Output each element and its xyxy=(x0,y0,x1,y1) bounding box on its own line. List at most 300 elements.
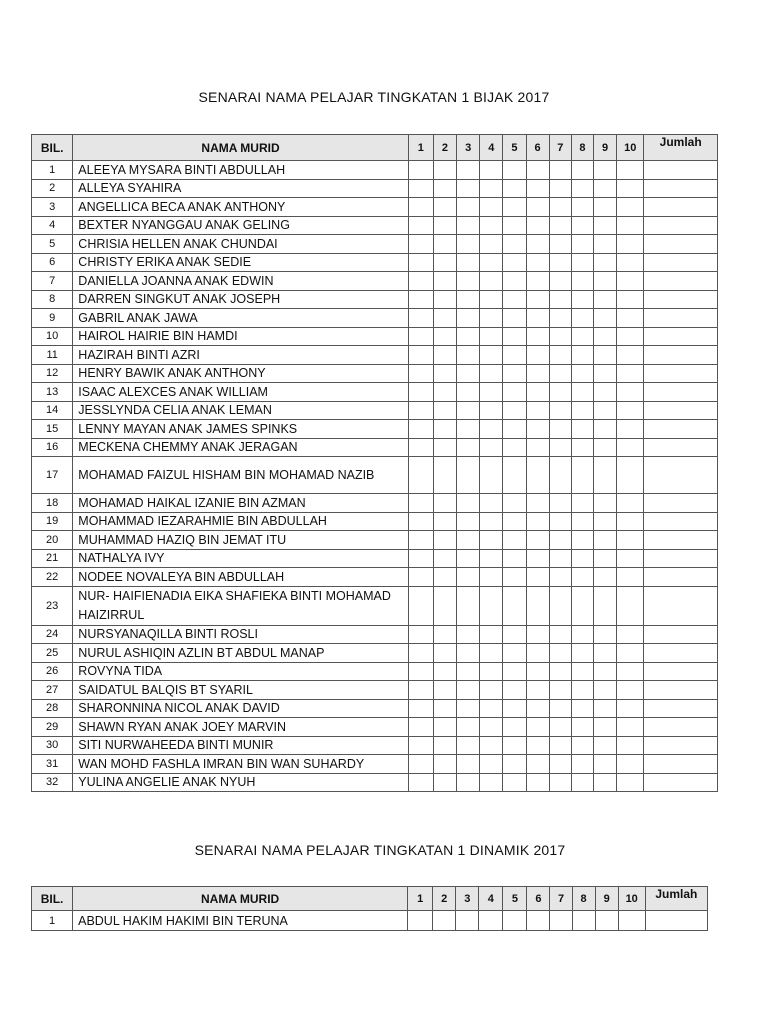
jumlah-cell xyxy=(644,272,718,291)
jumlah-cell xyxy=(644,681,718,700)
score-cell xyxy=(433,494,456,513)
score-cell xyxy=(594,586,617,625)
score-cell xyxy=(503,253,526,272)
jumlah-cell xyxy=(644,644,718,663)
score-cell xyxy=(594,755,617,774)
table-row xyxy=(32,699,718,718)
score-cell xyxy=(457,662,480,681)
row-bil: 18 xyxy=(32,494,73,513)
score-cell xyxy=(617,457,644,494)
score-cell xyxy=(526,290,549,309)
score-cell xyxy=(594,364,617,383)
table-row xyxy=(32,718,718,737)
score-cell xyxy=(480,736,503,755)
header-jumlah: Jumlah xyxy=(644,135,718,161)
score-cell xyxy=(408,401,433,420)
score-cell xyxy=(480,438,503,457)
score-cell xyxy=(549,290,571,309)
jumlah-cell xyxy=(644,625,718,644)
row-bil: 17 xyxy=(32,457,73,494)
score-cell xyxy=(433,911,456,931)
table-row xyxy=(32,457,718,494)
score-cell xyxy=(594,216,617,235)
score-cell xyxy=(549,272,571,291)
score-cell xyxy=(480,272,503,291)
score-cell xyxy=(433,718,456,737)
score-cell xyxy=(408,718,433,737)
score-cell xyxy=(457,346,480,365)
student-name: BEXTER NYANGGAU ANAK GELING xyxy=(73,216,408,235)
score-cell xyxy=(549,383,571,402)
score-cell xyxy=(457,290,480,309)
score-cell xyxy=(526,438,549,457)
score-cell xyxy=(617,420,644,439)
table-row xyxy=(32,272,718,291)
score-cell xyxy=(503,216,526,235)
score-cell xyxy=(594,773,617,792)
score-cell xyxy=(526,383,549,402)
score-cell xyxy=(503,568,526,587)
student-name: SHAWN RYAN ANAK JOEY MARVIN xyxy=(73,718,408,737)
student-name: ISAAC ALEXCES ANAK WILLIAM xyxy=(73,383,408,402)
score-cell xyxy=(408,773,433,792)
row-bil: 15 xyxy=(32,420,73,439)
student-name: SAIDATUL BALQIS BT SYARIL xyxy=(73,681,408,700)
score-cell xyxy=(457,494,480,513)
table-row xyxy=(32,586,718,625)
score-cell xyxy=(526,401,549,420)
score-cell xyxy=(617,346,644,365)
score-cell xyxy=(433,586,456,625)
score-cell xyxy=(549,401,571,420)
score-cell xyxy=(408,512,433,531)
score-cell xyxy=(549,457,571,494)
row-bil: 4 xyxy=(32,216,73,235)
score-cell xyxy=(594,662,617,681)
score-cell xyxy=(594,568,617,587)
score-cell xyxy=(408,549,433,568)
student-name: MOHAMAD HAIKAL IZANIE BIN AZMAN xyxy=(73,494,408,513)
score-cell xyxy=(503,586,526,625)
score-cell xyxy=(549,198,571,217)
score-cell xyxy=(617,401,644,420)
section-2-title: SENARAI NAMA PELAJAR TINGKATAN 1 DINAMIK 2017 xyxy=(194,842,566,858)
score-cell xyxy=(571,681,593,700)
score-cell xyxy=(526,531,549,550)
score-cell xyxy=(617,625,644,644)
jumlah-cell xyxy=(644,512,718,531)
student-name: DANIELLA JOANNA ANAK EDWIN xyxy=(73,272,408,291)
score-cell xyxy=(526,699,549,718)
jumlah-cell xyxy=(644,235,718,254)
row-bil: 25 xyxy=(32,644,73,663)
score-cell xyxy=(480,309,503,328)
score-cell xyxy=(457,401,480,420)
table-row xyxy=(32,549,718,568)
score-cell xyxy=(480,644,503,663)
score-cell xyxy=(549,625,571,644)
jumlah-cell xyxy=(644,346,718,365)
score-cell xyxy=(526,457,549,494)
score-cell xyxy=(433,625,456,644)
score-cell xyxy=(617,736,644,755)
score-cell xyxy=(503,625,526,644)
jumlah-cell xyxy=(644,438,718,457)
score-cell xyxy=(594,327,617,346)
score-cell xyxy=(571,346,593,365)
score-cell xyxy=(503,290,526,309)
table-row xyxy=(32,736,718,755)
score-cell xyxy=(527,911,550,931)
score-cell xyxy=(480,586,503,625)
table-row xyxy=(32,309,718,328)
student-name: ABDUL HAKIM HAKIMI BIN TERUNA xyxy=(73,911,408,931)
row-bil: 28 xyxy=(32,699,73,718)
table-row xyxy=(32,290,718,309)
score-cell xyxy=(503,644,526,663)
score-cell xyxy=(571,568,593,587)
student-name: SHARONNINA NICOL ANAK DAVID xyxy=(73,699,408,718)
score-cell xyxy=(549,586,571,625)
score-cell xyxy=(480,161,503,180)
score-cell xyxy=(526,272,549,291)
table-row xyxy=(32,494,718,513)
score-cell xyxy=(571,327,593,346)
score-cell xyxy=(549,346,571,365)
student-name: SITI NURWAHEEDA BINTI MUNIR xyxy=(73,736,408,755)
header-col-1: 1 xyxy=(408,135,433,161)
score-cell xyxy=(594,718,617,737)
score-cell xyxy=(617,586,644,625)
header-nama-murid: NAMA MURID xyxy=(73,135,408,161)
row-bil: 1 xyxy=(32,911,73,931)
score-cell xyxy=(503,364,526,383)
row-bil: 19 xyxy=(32,512,73,531)
student-name: ANGELLICA BECA ANAK ANTHONY xyxy=(73,198,408,217)
score-cell xyxy=(571,216,593,235)
score-cell xyxy=(408,420,433,439)
score-cell xyxy=(480,327,503,346)
score-cell xyxy=(408,699,433,718)
score-cell xyxy=(617,644,644,663)
score-cell xyxy=(571,179,593,198)
header-col-4: 4 xyxy=(480,135,503,161)
score-cell xyxy=(617,216,644,235)
table-row xyxy=(32,644,718,663)
score-cell xyxy=(526,364,549,383)
score-cell xyxy=(549,420,571,439)
header-bil: BIL. xyxy=(32,135,73,161)
score-cell xyxy=(408,911,433,931)
score-cell xyxy=(617,568,644,587)
score-cell xyxy=(549,438,571,457)
score-cell xyxy=(457,420,480,439)
jumlah-cell xyxy=(644,718,718,737)
score-cell xyxy=(526,309,549,328)
student-name: GABRIL ANAK JAWA xyxy=(73,309,408,328)
table-row xyxy=(32,179,718,198)
table-row xyxy=(32,568,718,587)
student-name: MUHAMMAD HAZIQ BIN JEMAT ITU xyxy=(73,531,408,550)
table-row xyxy=(32,681,718,700)
score-cell xyxy=(549,512,571,531)
student-name: CHRISTY ERIKA ANAK SEDIE xyxy=(73,253,408,272)
score-cell xyxy=(408,198,433,217)
table-row xyxy=(32,531,718,550)
score-cell xyxy=(571,272,593,291)
score-cell xyxy=(594,383,617,402)
score-cell xyxy=(503,512,526,531)
jumlah-cell xyxy=(644,736,718,755)
score-cell xyxy=(571,531,593,550)
score-cell xyxy=(549,755,571,774)
score-cell xyxy=(480,512,503,531)
score-cell xyxy=(503,161,526,180)
score-cell xyxy=(571,364,593,383)
score-cell xyxy=(503,179,526,198)
score-cell xyxy=(549,216,571,235)
score-cell xyxy=(594,401,617,420)
student-name: ROVYNA TIDA xyxy=(73,662,408,681)
score-cell xyxy=(526,327,549,346)
score-cell xyxy=(526,253,549,272)
score-cell xyxy=(526,346,549,365)
score-cell xyxy=(617,364,644,383)
jumlah-cell xyxy=(644,179,718,198)
score-cell xyxy=(433,699,456,718)
score-cell xyxy=(571,549,593,568)
score-cell xyxy=(479,911,503,931)
score-cell xyxy=(549,309,571,328)
score-cell xyxy=(571,198,593,217)
score-cell xyxy=(594,290,617,309)
score-cell xyxy=(617,699,644,718)
score-cell xyxy=(617,662,644,681)
score-cell xyxy=(594,531,617,550)
score-cell xyxy=(526,773,549,792)
table-row xyxy=(32,438,718,457)
score-cell xyxy=(480,216,503,235)
student-name: NODEE NOVALEYA BIN ABDULLAH xyxy=(73,568,408,587)
score-cell xyxy=(457,327,480,346)
table-row xyxy=(32,755,718,774)
header-col-6: 6 xyxy=(527,887,550,911)
score-cell xyxy=(526,216,549,235)
student-name: MOHAMMAD IEZARAHMIE BIN ABDULLAH xyxy=(73,512,408,531)
header-bil: BIL. xyxy=(32,887,73,911)
score-cell xyxy=(408,161,433,180)
score-cell xyxy=(526,718,549,737)
score-cell xyxy=(408,681,433,700)
score-cell xyxy=(433,161,456,180)
jumlah-cell xyxy=(644,549,718,568)
score-cell xyxy=(594,309,617,328)
score-cell xyxy=(594,457,617,494)
score-cell xyxy=(480,549,503,568)
score-cell xyxy=(617,494,644,513)
header-col-8: 8 xyxy=(571,135,593,161)
score-cell xyxy=(503,346,526,365)
header-col-5: 5 xyxy=(503,135,526,161)
score-cell xyxy=(408,216,433,235)
student-name: NURUL ASHIQIN AZLIN BT ABDUL MANAP xyxy=(73,644,408,663)
table-row xyxy=(32,327,718,346)
score-cell xyxy=(457,179,480,198)
score-cell xyxy=(457,235,480,254)
score-cell xyxy=(571,309,593,328)
score-cell xyxy=(433,568,456,587)
score-cell xyxy=(503,773,526,792)
score-cell xyxy=(503,309,526,328)
header-col-10: 10 xyxy=(618,887,645,911)
header-col-1: 1 xyxy=(408,887,433,911)
header-col-7: 7 xyxy=(550,887,572,911)
table-row xyxy=(32,420,718,439)
score-cell xyxy=(433,401,456,420)
jumlah-cell xyxy=(644,773,718,792)
score-cell xyxy=(526,161,549,180)
student-name: HAIROL HAIRIE BIN HAMDI xyxy=(73,327,408,346)
score-cell xyxy=(408,662,433,681)
score-cell xyxy=(594,699,617,718)
jumlah-cell xyxy=(644,327,718,346)
row-bil: 5 xyxy=(32,235,73,254)
table-row xyxy=(32,625,718,644)
score-cell xyxy=(457,531,480,550)
score-cell xyxy=(480,179,503,198)
score-cell xyxy=(549,364,571,383)
score-cell xyxy=(457,586,480,625)
score-cell xyxy=(526,755,549,774)
score-cell xyxy=(526,662,549,681)
table-row xyxy=(32,773,718,792)
header-col-10: 10 xyxy=(617,135,644,161)
score-cell xyxy=(457,457,480,494)
row-bil: 14 xyxy=(32,401,73,420)
score-cell xyxy=(408,531,433,550)
score-cell xyxy=(571,253,593,272)
score-cell xyxy=(595,911,618,931)
score-cell xyxy=(503,662,526,681)
score-cell xyxy=(571,699,593,718)
score-cell xyxy=(503,531,526,550)
student-name: NURSYANAQILLA BINTI ROSLI xyxy=(73,625,408,644)
score-cell xyxy=(480,253,503,272)
student-name: DARREN SINGKUT ANAK JOSEPH xyxy=(73,290,408,309)
score-cell xyxy=(617,512,644,531)
score-cell xyxy=(571,401,593,420)
score-cell xyxy=(408,568,433,587)
student-name: WAN MOHD FASHLA IMRAN BIN WAN SUHARDY xyxy=(73,755,408,774)
student-table-dinamik xyxy=(31,886,708,931)
row-bil: 20 xyxy=(32,531,73,550)
row-bil: 2 xyxy=(32,179,73,198)
score-cell xyxy=(594,644,617,663)
score-cell xyxy=(408,179,433,198)
row-bil: 32 xyxy=(32,773,73,792)
header-nama-murid: NAMA MURID xyxy=(73,887,408,911)
row-bil: 23 xyxy=(32,586,73,625)
score-cell xyxy=(503,383,526,402)
score-cell xyxy=(408,383,433,402)
score-cell xyxy=(503,327,526,346)
score-cell xyxy=(408,272,433,291)
table-row xyxy=(32,911,708,931)
score-cell xyxy=(456,911,479,931)
score-cell xyxy=(594,420,617,439)
score-cell xyxy=(457,625,480,644)
score-cell xyxy=(408,438,433,457)
score-cell xyxy=(594,161,617,180)
score-cell xyxy=(503,681,526,700)
score-cell xyxy=(480,457,503,494)
score-cell xyxy=(549,718,571,737)
row-bil: 27 xyxy=(32,681,73,700)
row-bil: 11 xyxy=(32,346,73,365)
student-name: HAZIRAH BINTI AZRI xyxy=(73,346,408,365)
score-cell xyxy=(526,586,549,625)
row-bil: 30 xyxy=(32,736,73,755)
score-cell xyxy=(408,364,433,383)
row-bil: 12 xyxy=(32,364,73,383)
table-row xyxy=(32,512,718,531)
score-cell xyxy=(594,179,617,198)
jumlah-cell xyxy=(644,662,718,681)
score-cell xyxy=(526,549,549,568)
jumlah-cell xyxy=(644,420,718,439)
score-cell xyxy=(594,625,617,644)
score-cell xyxy=(480,568,503,587)
row-bil: 13 xyxy=(32,383,73,402)
score-cell xyxy=(457,309,480,328)
score-cell xyxy=(480,290,503,309)
score-cell xyxy=(433,644,456,663)
score-cell xyxy=(526,235,549,254)
score-cell xyxy=(480,681,503,700)
score-cell xyxy=(408,346,433,365)
score-cell xyxy=(594,235,617,254)
score-cell xyxy=(503,420,526,439)
jumlah-cell xyxy=(644,216,718,235)
score-cell xyxy=(433,309,456,328)
header-col-3: 3 xyxy=(457,135,480,161)
row-bil: 8 xyxy=(32,290,73,309)
score-cell xyxy=(433,216,456,235)
score-cell xyxy=(617,681,644,700)
score-cell xyxy=(526,736,549,755)
jumlah-cell xyxy=(644,457,718,494)
score-cell xyxy=(549,253,571,272)
header-jumlah: Jumlah xyxy=(645,887,707,911)
score-cell xyxy=(526,625,549,644)
score-cell xyxy=(526,179,549,198)
score-cell xyxy=(571,383,593,402)
score-cell xyxy=(433,364,456,383)
score-cell xyxy=(571,662,593,681)
score-cell xyxy=(457,755,480,774)
score-cell xyxy=(457,198,480,217)
table-row xyxy=(32,216,718,235)
score-cell xyxy=(433,253,456,272)
score-cell xyxy=(457,438,480,457)
score-cell xyxy=(571,438,593,457)
jumlah-cell xyxy=(644,586,718,625)
score-cell xyxy=(571,161,593,180)
jumlah-cell xyxy=(644,198,718,217)
score-cell xyxy=(503,718,526,737)
score-cell xyxy=(549,773,571,792)
score-cell xyxy=(503,457,526,494)
